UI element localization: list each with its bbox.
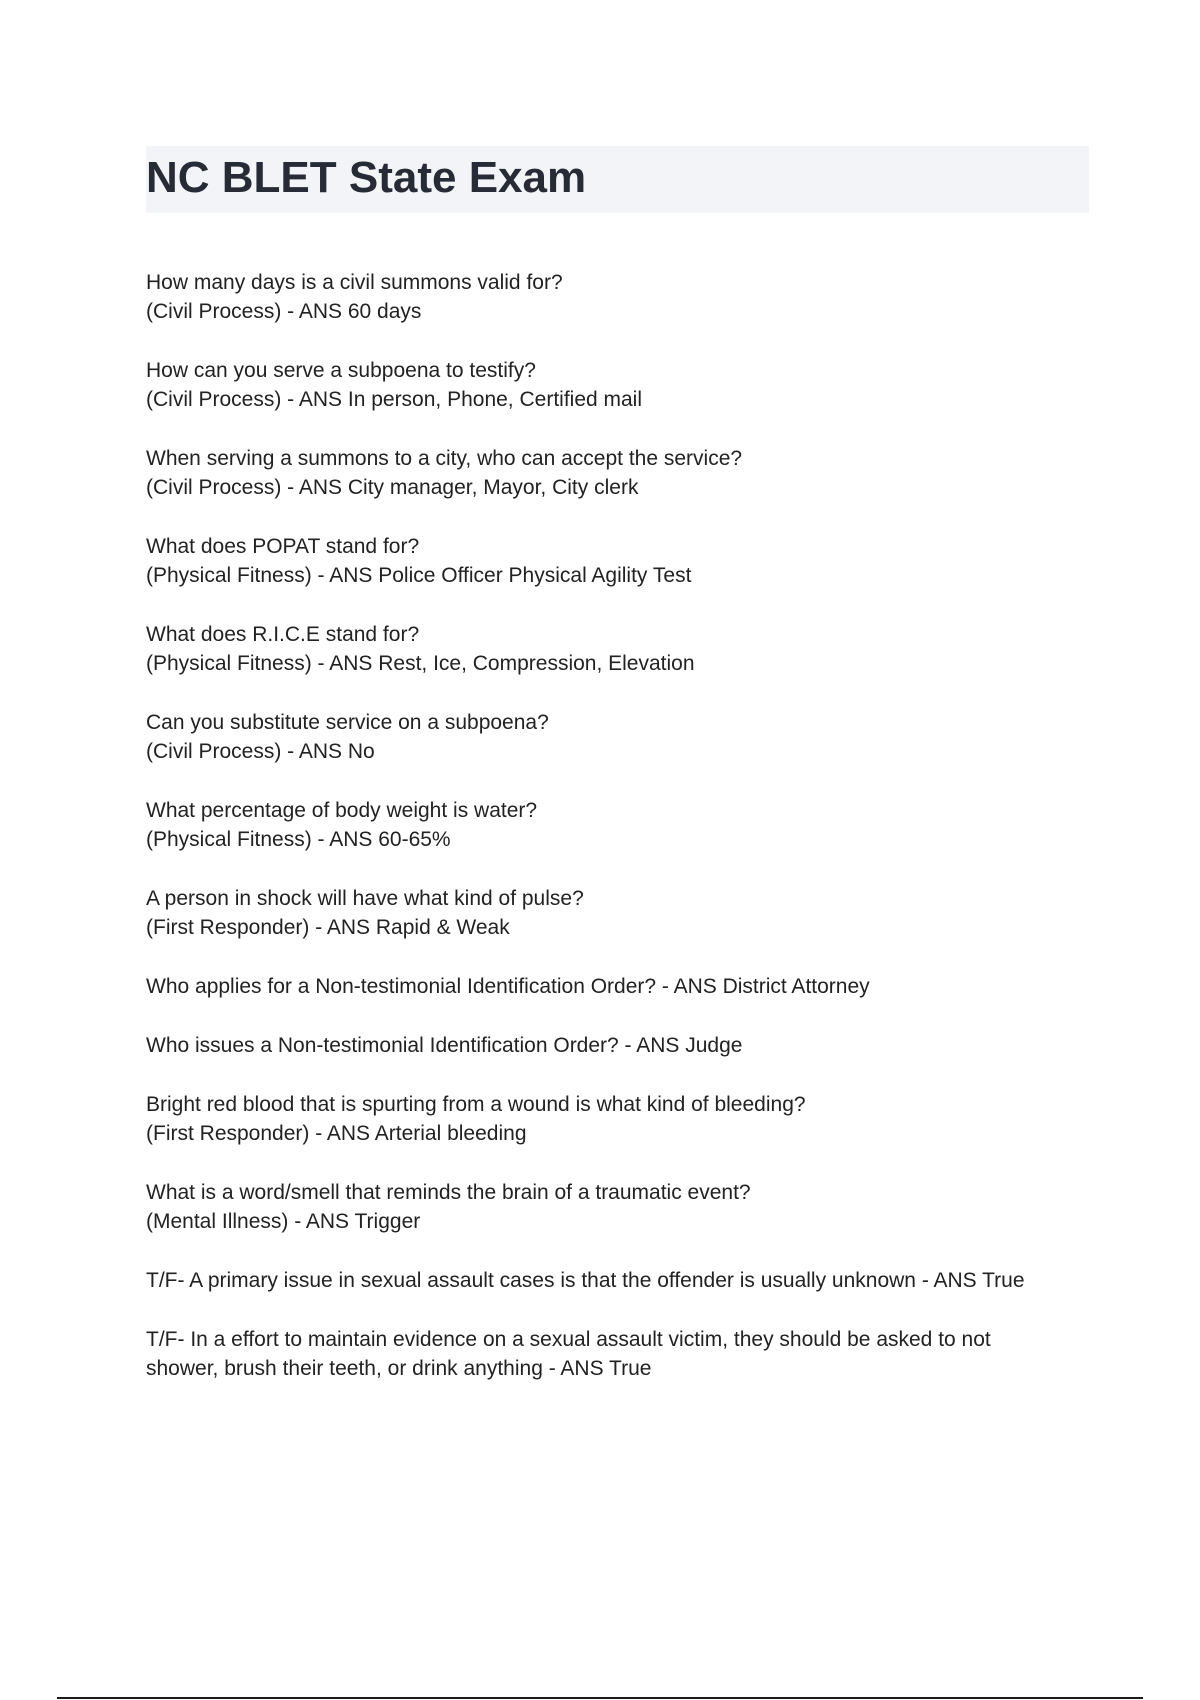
title-band (146, 146, 1089, 213)
qa-item (146, 268, 1096, 326)
qa-answer-line: (Civil Process) - ANS In person, Phone, Certified mail (146, 388, 643, 411)
qa-question-line: T/F- In a effort to maintain evidence on a sexual assault victim, they should be asked to not (146, 1328, 991, 1351)
qa-question-line: Who issues a Non-testimonial Identification Order? - ANS Judge (146, 1034, 743, 1057)
qa-item (146, 532, 1096, 590)
qa-answer-line: (Civil Process) - ANS City manager, Mayor, City clerk (146, 476, 639, 499)
document-title: NC BLET State Exam (146, 153, 587, 202)
qa-question-line: What does R.I.C.E stand for? (146, 623, 420, 646)
qa-question-line: Can you substitute service on a subpoena? (146, 711, 549, 734)
qa-question-line: What is a word/smell that reminds the brain of a traumatic event? (146, 1181, 751, 1204)
qa-list (146, 268, 1096, 1413)
qa-answer-line: (First Responder) - ANS Arterial bleeding (146, 1122, 527, 1145)
qa-answer-line: (Physical Fitness) - ANS Rest, Ice, Compression, Elevation (146, 652, 695, 675)
qa-item (146, 1090, 1096, 1148)
qa-answer-line: (Physical Fitness) - ANS Police Officer Physical Agility Test (146, 564, 692, 587)
qa-item (146, 972, 1096, 1001)
qa-question-line: Bright red blood that is spurting from a wound is what kind of bleeding? (146, 1093, 806, 1116)
footer-rule (57, 1697, 1143, 1699)
qa-question-line: T/F- A primary issue in sexual assault cases is that the offender is usually unknown - ANS True (146, 1269, 1025, 1292)
qa-item (146, 620, 1096, 678)
qa-question-line: What does POPAT stand for? (146, 535, 420, 558)
qa-item (146, 356, 1096, 414)
qa-question-line: When serving a summons to a city, who can accept the service? (146, 447, 743, 470)
qa-answer-line: shower, brush their teeth, or drink anything - ANS True (146, 1357, 652, 1380)
qa-question-line: How can you serve a subpoena to testify? (146, 359, 536, 382)
qa-answer-line: (Civil Process) - ANS 60 days (146, 300, 422, 323)
qa-answer-line: (First Responder) - ANS Rapid & Weak (146, 916, 510, 939)
qa-question-line: What percentage of body weight is water? (146, 799, 538, 822)
qa-question-line: How many days is a civil summons valid for? (146, 271, 563, 294)
qa-answer-line: (Physical Fitness) - ANS 60-65% (146, 828, 451, 851)
qa-item (146, 1325, 1096, 1383)
qa-answer-line: (Civil Process) - ANS No (146, 740, 375, 763)
qa-item (146, 1266, 1096, 1295)
qa-answer-line: (Mental Illness) - ANS Trigger (146, 1210, 421, 1233)
qa-item (146, 796, 1096, 854)
qa-question-line: A person in shock will have what kind of pulse? (146, 887, 584, 910)
qa-item (146, 884, 1096, 942)
qa-item (146, 708, 1096, 766)
qa-question-line: Who applies for a Non-testimonial Identification Order? - ANS District Attorney (146, 975, 870, 998)
qa-item (146, 444, 1096, 502)
qa-item (146, 1031, 1096, 1060)
qa-item (146, 1178, 1096, 1236)
